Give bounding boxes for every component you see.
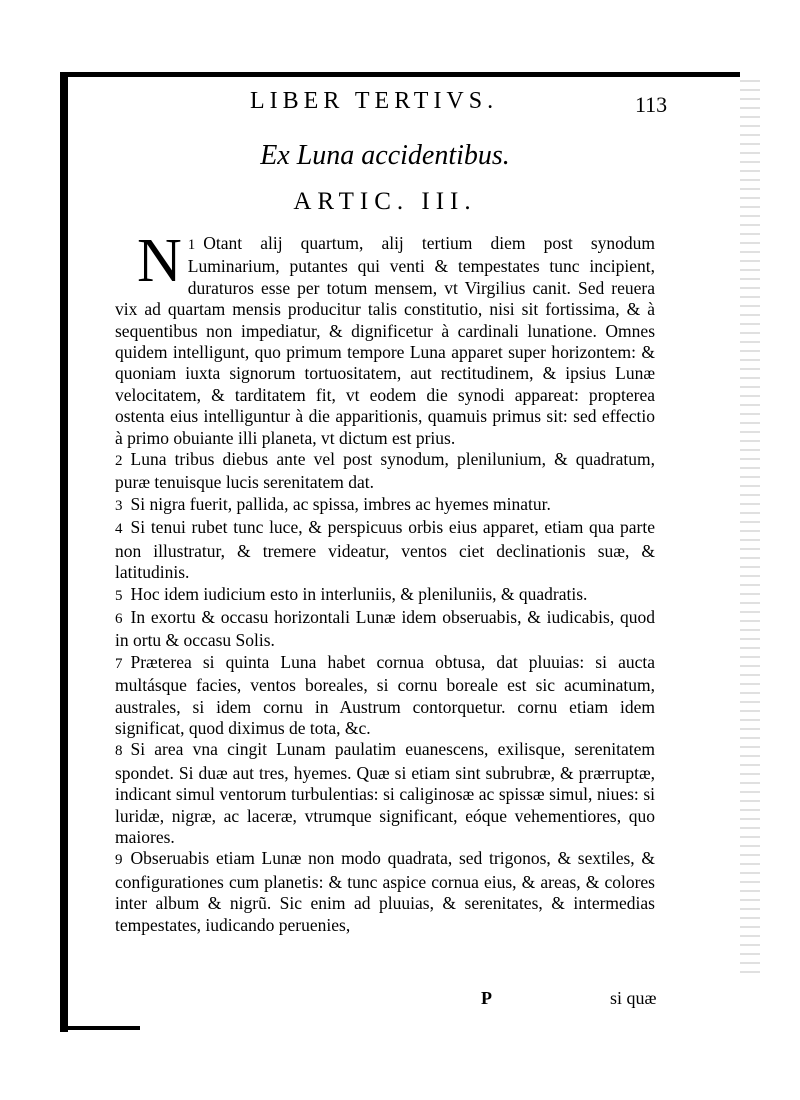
paragraph-3 [115, 494, 655, 517]
scan-edge-noise [740, 80, 760, 980]
paragraph-number: 2 [115, 453, 123, 470]
paragraph-number: 8 [115, 743, 123, 760]
catchword: si quæ [610, 988, 657, 1008]
body-text [115, 227, 655, 936]
paragraph-text: Luna tribus diebus ante vel post synodum, plenilunium, & quadratum, puræ tenuisque lucis serenitatem dat. [115, 449, 655, 493]
paragraph-text: Hoc idem iudicium esto in interluniis, & pleniluniis, & quadratis. [130, 583, 588, 604]
running-title: LIBER TERTIVS. [250, 88, 499, 114]
paragraph-number: 5 [115, 587, 123, 604]
paragraph-number: 9 [115, 852, 123, 869]
article-heading: ARTIC. III. [293, 188, 477, 215]
book-page [115, 88, 668, 1018]
paragraph-text: Præterea si quinta Luna habet cornua obtusa, dat pluuias: si aucta multásque facies, ventos boreales, si cornu boreale est sic acuminatum, australes, si idem cornu in Austrum contorquetur. cornu etiam idem significat, quod diximus de tota, &c. [115, 651, 655, 738]
scan-frame-top [60, 72, 740, 77]
paragraph-text: Si nigra fuerit, pallida, ac spissa, imbres ac hyemes minatur. [130, 493, 551, 514]
page-footer [115, 988, 655, 1016]
paragraph-text: Si tenui rubet tunc luce, & perspicuus orbis eius apparet, etiam qua parte non illustratur, & tremere videatur, ventos ciet declinationis suæ, & latitudinis. [115, 517, 655, 583]
paragraph-4 [115, 517, 655, 583]
section-title: Ex Luna accidentibus. [260, 140, 510, 171]
running-head [115, 88, 668, 120]
paragraph-1 [115, 227, 655, 449]
paragraph-number: 4 [115, 521, 123, 538]
paragraph-7 [115, 652, 655, 740]
paragraph-2 [115, 449, 655, 494]
paragraph-8 [115, 739, 655, 848]
scan-frame-bottom [60, 1026, 140, 1030]
paragraph-number: 1 [187, 237, 196, 253]
paragraph-text: Si area vna cingit Lunam paulatim euanescens, exilisque, serenitatem spondet. Si duæ aut tres, hyemes. Quæ si etiam sint subrubræ, & prærruptæ, indicant simul ventorum turbulentias: si caliginosæ ac spissæ simul, niues: si luridæ, nigræ, ac laceræ, vtrumque significant, eóque vehementiores, quo maiores. [115, 739, 655, 847]
paragraph-text: Obseruabis etiam Lunæ non modo quadrata, sed trigonos, & sextiles, & configurationes cum planetis: & tunc aspice cornua eius, & areas, & colores inter album & nigrũ. Sic enim ad pluuias, & serenitates, & intermedias tempestates, iudicando peruenies, [115, 848, 655, 935]
scan-frame-left [60, 72, 68, 1032]
paragraph-6 [115, 607, 655, 652]
signature-mark: P [481, 988, 492, 1008]
paragraph-number: 7 [115, 655, 123, 672]
paragraph-9 [115, 848, 655, 936]
paragraph-number: 6 [115, 610, 123, 627]
paragraph-text: In exortu & occasu horizontali Lunæ idem obseruabis, & iudicabis, quod in ortu & occasu Solis. [115, 606, 655, 651]
paragraph-5 [115, 584, 655, 607]
page-number: 113 [635, 92, 668, 117]
paragraph-number: 3 [115, 497, 123, 514]
drop-cap: N [137, 227, 182, 295]
paragraph-text: Otant alij quartum, alij tertium diem post synodum Luminarium, putantes qui venti & tempestates tunc incipient, duraturos esse per totum mensem, vt Virgilius canit. Sed reuera vix ad quartam mensis producitur talis constitutio, nisi sit fortissima, & à sequentibus non impediatur, & dignificetur à cardinali lunatione. Omnes quidem intelligunt, quo primum tempore Luna apparet super horizontem: & quoniam iuxta signorum tortuositatem, aut rectitudinem, & ipsius Lunæ velocitatem, & tarditatem fit, vt eodem die synodi appareat: propterea ostenta eius intelliguntur à die apparitionis, quamuis primus sit: sed effectio à primo obuiante illi planeta, vt dictum est prius. [115, 233, 655, 448]
